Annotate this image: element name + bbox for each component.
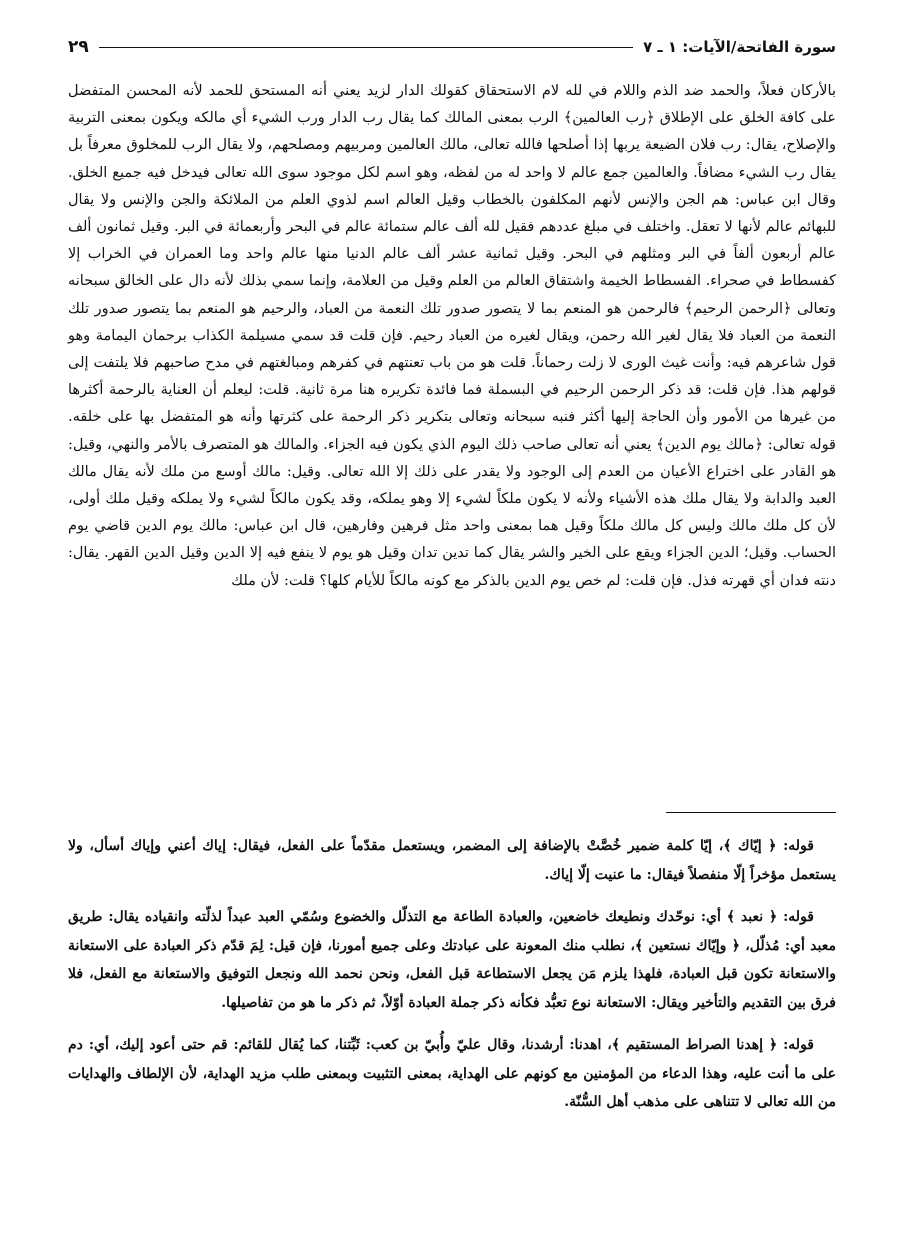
commentary-paragraph: بالأركان فعلاً، والحمد ضد الذم واللام في لله لام الاستحقاق كقولك الدار لزيد يعني أنه المستحق للحمد لأنه المحسن المتفضل على كافة الخلق على الإطلاق ﴿رب العالمين﴾ الرب بمعنى المالك كما يقال رب الدار ورب الشيء أي مالكه ويكون بمعنى التربية والإصلاح، يقال: رب فلان الضيعة يربها إذا أصلحها فالله تعالى، مالك العالمين ومربيهم ومصلحهم، ولا يقال الرب للمخلوق معرفاً بل يقال رب الشيء مضافاً. والعالمين جمع عالم لا واحد له من لفظه، وهو اسم لكل موجود سوى الله تعالى فيدخل فيه جميع الخلق. وقال ابن عباس: هم الجن والإنس لأنهم المكلفون بالخطاب وقيل العالم اسم لذوي العلم من الملائكة والجن والإنس ولا يقال للبهائم عالم لأنها لا تعقل. واختلف في مبلغ عددهم فقيل لله ألف عالم ستمائة عالم في البحر وأربعمائة في البر. وقيل ثمانون ألف عالم أربعون ألفاً في البر ومثلهم في البحر. وقيل ثمانية عشر ألف عالم الدنيا منها عالم واحد وما العمران في الخراب إلا كفسطاط في صحراء. الفسطاط الخيمة واشتقاق العالم من العلم وقيل من العلامة، وإنما سمي بذلك لأنه دال على الخالق سبحانه وتعالى ﴿الرحمن الرحيم﴾ فالرحمن هو المنعم بما لا يتصور صدور تلك النعمة من العباد، والرحيم هو المنعم بما يتصور صدور تلك النعمة من العباد فلا يقال لغير الله رحمن، ويقال لغيره من العباد رحيم. فإن قلت قد سمي مسيلمة الكذاب برحمان اليمامة وهو قول شاعرهم فيه: وأنت غيث الورى لا زلت رحماناً. قلت هو من باب تعنتهم في كفرهم ومبالغتهم في مدح صاحبهم فلا يلتفت إلى قولهم هذا. فإن قلت: قد ذكر الرحمن الرحيم في البسملة فما فائدة تكريره هنا مرة ثانية. قلت: ليعلم أن العناية بالرحمة أكثرها من غيرها من الأمور وأن الحاجة إليها أكثر فنبه سبحانه وتعالى بتكرير ذكر الرحمة على كثرتها وأنه هو المتفضل بها على خلقه. قوله تعالى: ﴿مالك يوم الدين﴾ يعني أنه تعالى صاحب ذلك اليوم الذي يكون فيه الجزاء. والمالك هو المتصرف بالأمر والنهي، وقيل: هو القادر على اختراع الأعيان من العدم إلى الوجود ولا يقدر على ذلك إلا الله تعالى. وقيل: مالك أوسع من ملك لأنه يقال مالك العبد والدابة ولا يقال ملك هذه الأشياء ولأنه لا يكون ملكاً لشيء إلا وهو يملكه، وقد يكون مالكاً لشيء ولا يملكه وقيل ملك أولى، لأن كل ملك مالك وليس كل مالك ملكاً وقيل هما بمعنى واحد مثل فرهين وفارهين، قال ابن عباس: مالك يوم الدين قاضي يوم الحساب. وقيل؛ الدين الجزاء ويقع على الخير والشر يقال كما تدين تدان وقيل هو يوم لا ينفع فيه إلا الدين وقيل الدين القهر. يقال: دنته فدان أي قهرته فذل. فإن قلت: لم خص يوم الدين بالذكر مع كونه مالكاً للأيام كلها؟ قلت: لأن ملك (68, 83, 836, 589)
running-header (68, 34, 836, 60)
footnote-iyyaka: قوله: ﴿ إيّاك ﴾، إيّا كلمة ضمير خُصَّتْ بالإضافة إلى المضمر، ويستعمل مقدّماً على الفعل، فيقال: إياك أعني وإياك أسأل، ولا يستعمل مؤخراً إلّا منفصلاً فيقال: ما عنيت إلّا إياك. (68, 838, 836, 883)
page-number: ٢٩ (68, 37, 89, 57)
footnotes-section (68, 832, 836, 1131)
footnote-separator (666, 812, 836, 813)
footnote-nabudu: قوله: ﴿ نعبد ﴾ أي: نوحّدك ونطيعك خاضعين، والعبادة الطاعة مع التذلّل والخضوع وسُمّي العبد عبداً لذلّته وانقياده يقال: طريق معبد أي: مُذلّل، ﴿ وإيّاك نستعين ﴾، نطلب منك المعونة على عبادتك وعلى جميع أمورنا، فإن قيل: لِمَ قدّم ذكر العبادة على الاستعانة والاستعانة تكون قبل العبادة، فلهذا يلزم مَن يجعل الاستطاعة قبل الفعل، ونحن نحمد الله ونجعل التوفيق والاستعانة مع الفعل، فلا فرق بين التقديم والتأخير ويقال: الاستعانة نوع تعبُّد فكأنه ذكر جملة العبادة أوّلاً، ثم ذكر ما هو من تفاصيلها. (68, 909, 836, 1011)
main-commentary (68, 78, 836, 595)
surah-title: سورة الفاتحة/الآيات: ١ ـ ٧ (643, 38, 836, 56)
header-rule (99, 47, 633, 48)
footnote-ihdina: قوله: ﴿ إهدنا الصراط المستقيم ﴾، اهدنا: أرشدنا، وقال عليّ وأُبيّ بن كعب: ثَبِّتنا، كما يُقال للقائم: قم حتى أعود إليك، أي: دم على ما أنت عليه، وهذا الدعاء من المؤمنين مع كونهم على الهداية، بمعنى التثبيت وبمعنى طلب مزيد الهداية، لأن الإلطاف والهدايات من الله تعالى لا تتناهى على مذهب أهل السُّنّة. (68, 1037, 836, 1110)
